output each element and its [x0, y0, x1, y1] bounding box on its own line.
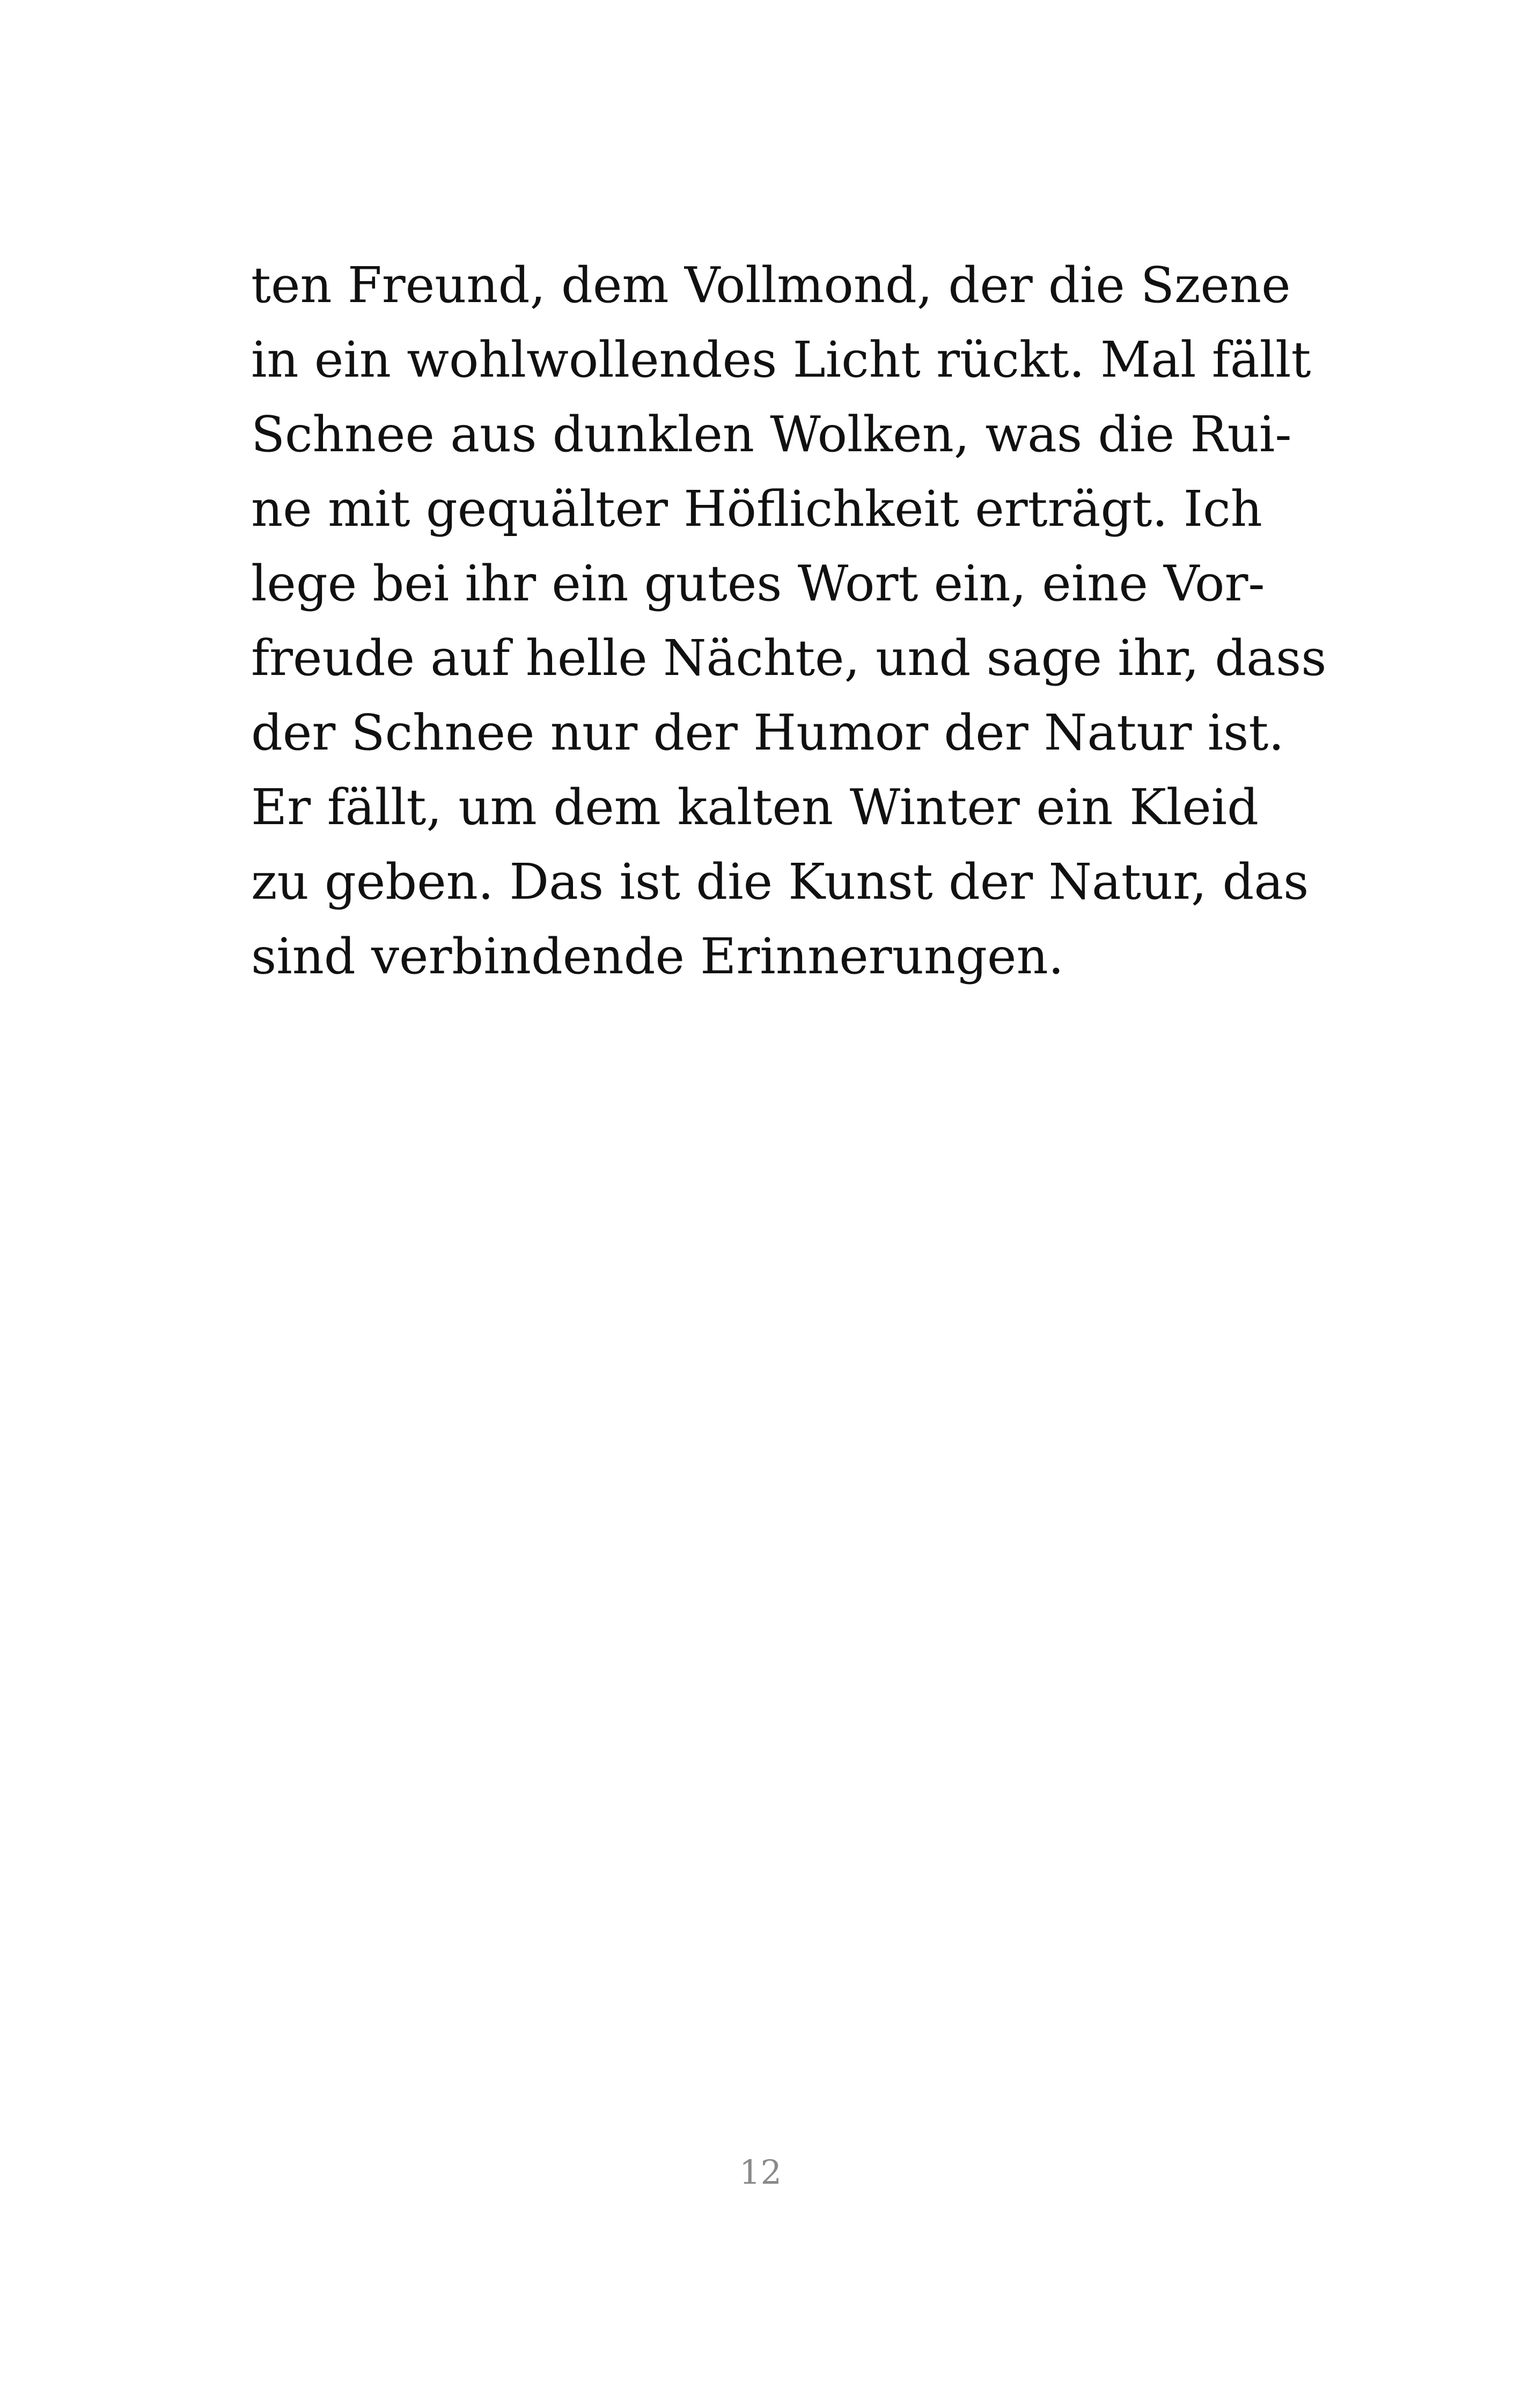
- text-line: freude auf helle Nächte, und sage ihr, dass: [251, 629, 1327, 687]
- text-line: Schnee aus dunklen Wolken, was die Rui-: [251, 406, 1292, 463]
- text-line: sind verbindende Erinnerungen.: [251, 928, 1064, 985]
- text-line: ne mit gequälter Höflichkeit erträgt. Ich: [251, 480, 1262, 538]
- text-line: zu geben. Das ist die Kunst der Natur, das: [251, 853, 1309, 911]
- text-line: ten Freund, dem Vollmond, der die Szene: [251, 256, 1291, 314]
- text-line: lege bei ihr ein gutes Wort ein, eine Vor-: [251, 555, 1265, 612]
- text-line: der Schnee nur der Humor der Natur ist.: [251, 704, 1284, 761]
- page-number: 12: [739, 2153, 782, 2192]
- text-line: Er fällt, um dem kalten Winter ein Kleid: [251, 779, 1259, 836]
- text-line: in ein wohlwollendes Licht rückt. Mal fällt: [251, 331, 1311, 388]
- body-paragraph: [251, 248, 1327, 994]
